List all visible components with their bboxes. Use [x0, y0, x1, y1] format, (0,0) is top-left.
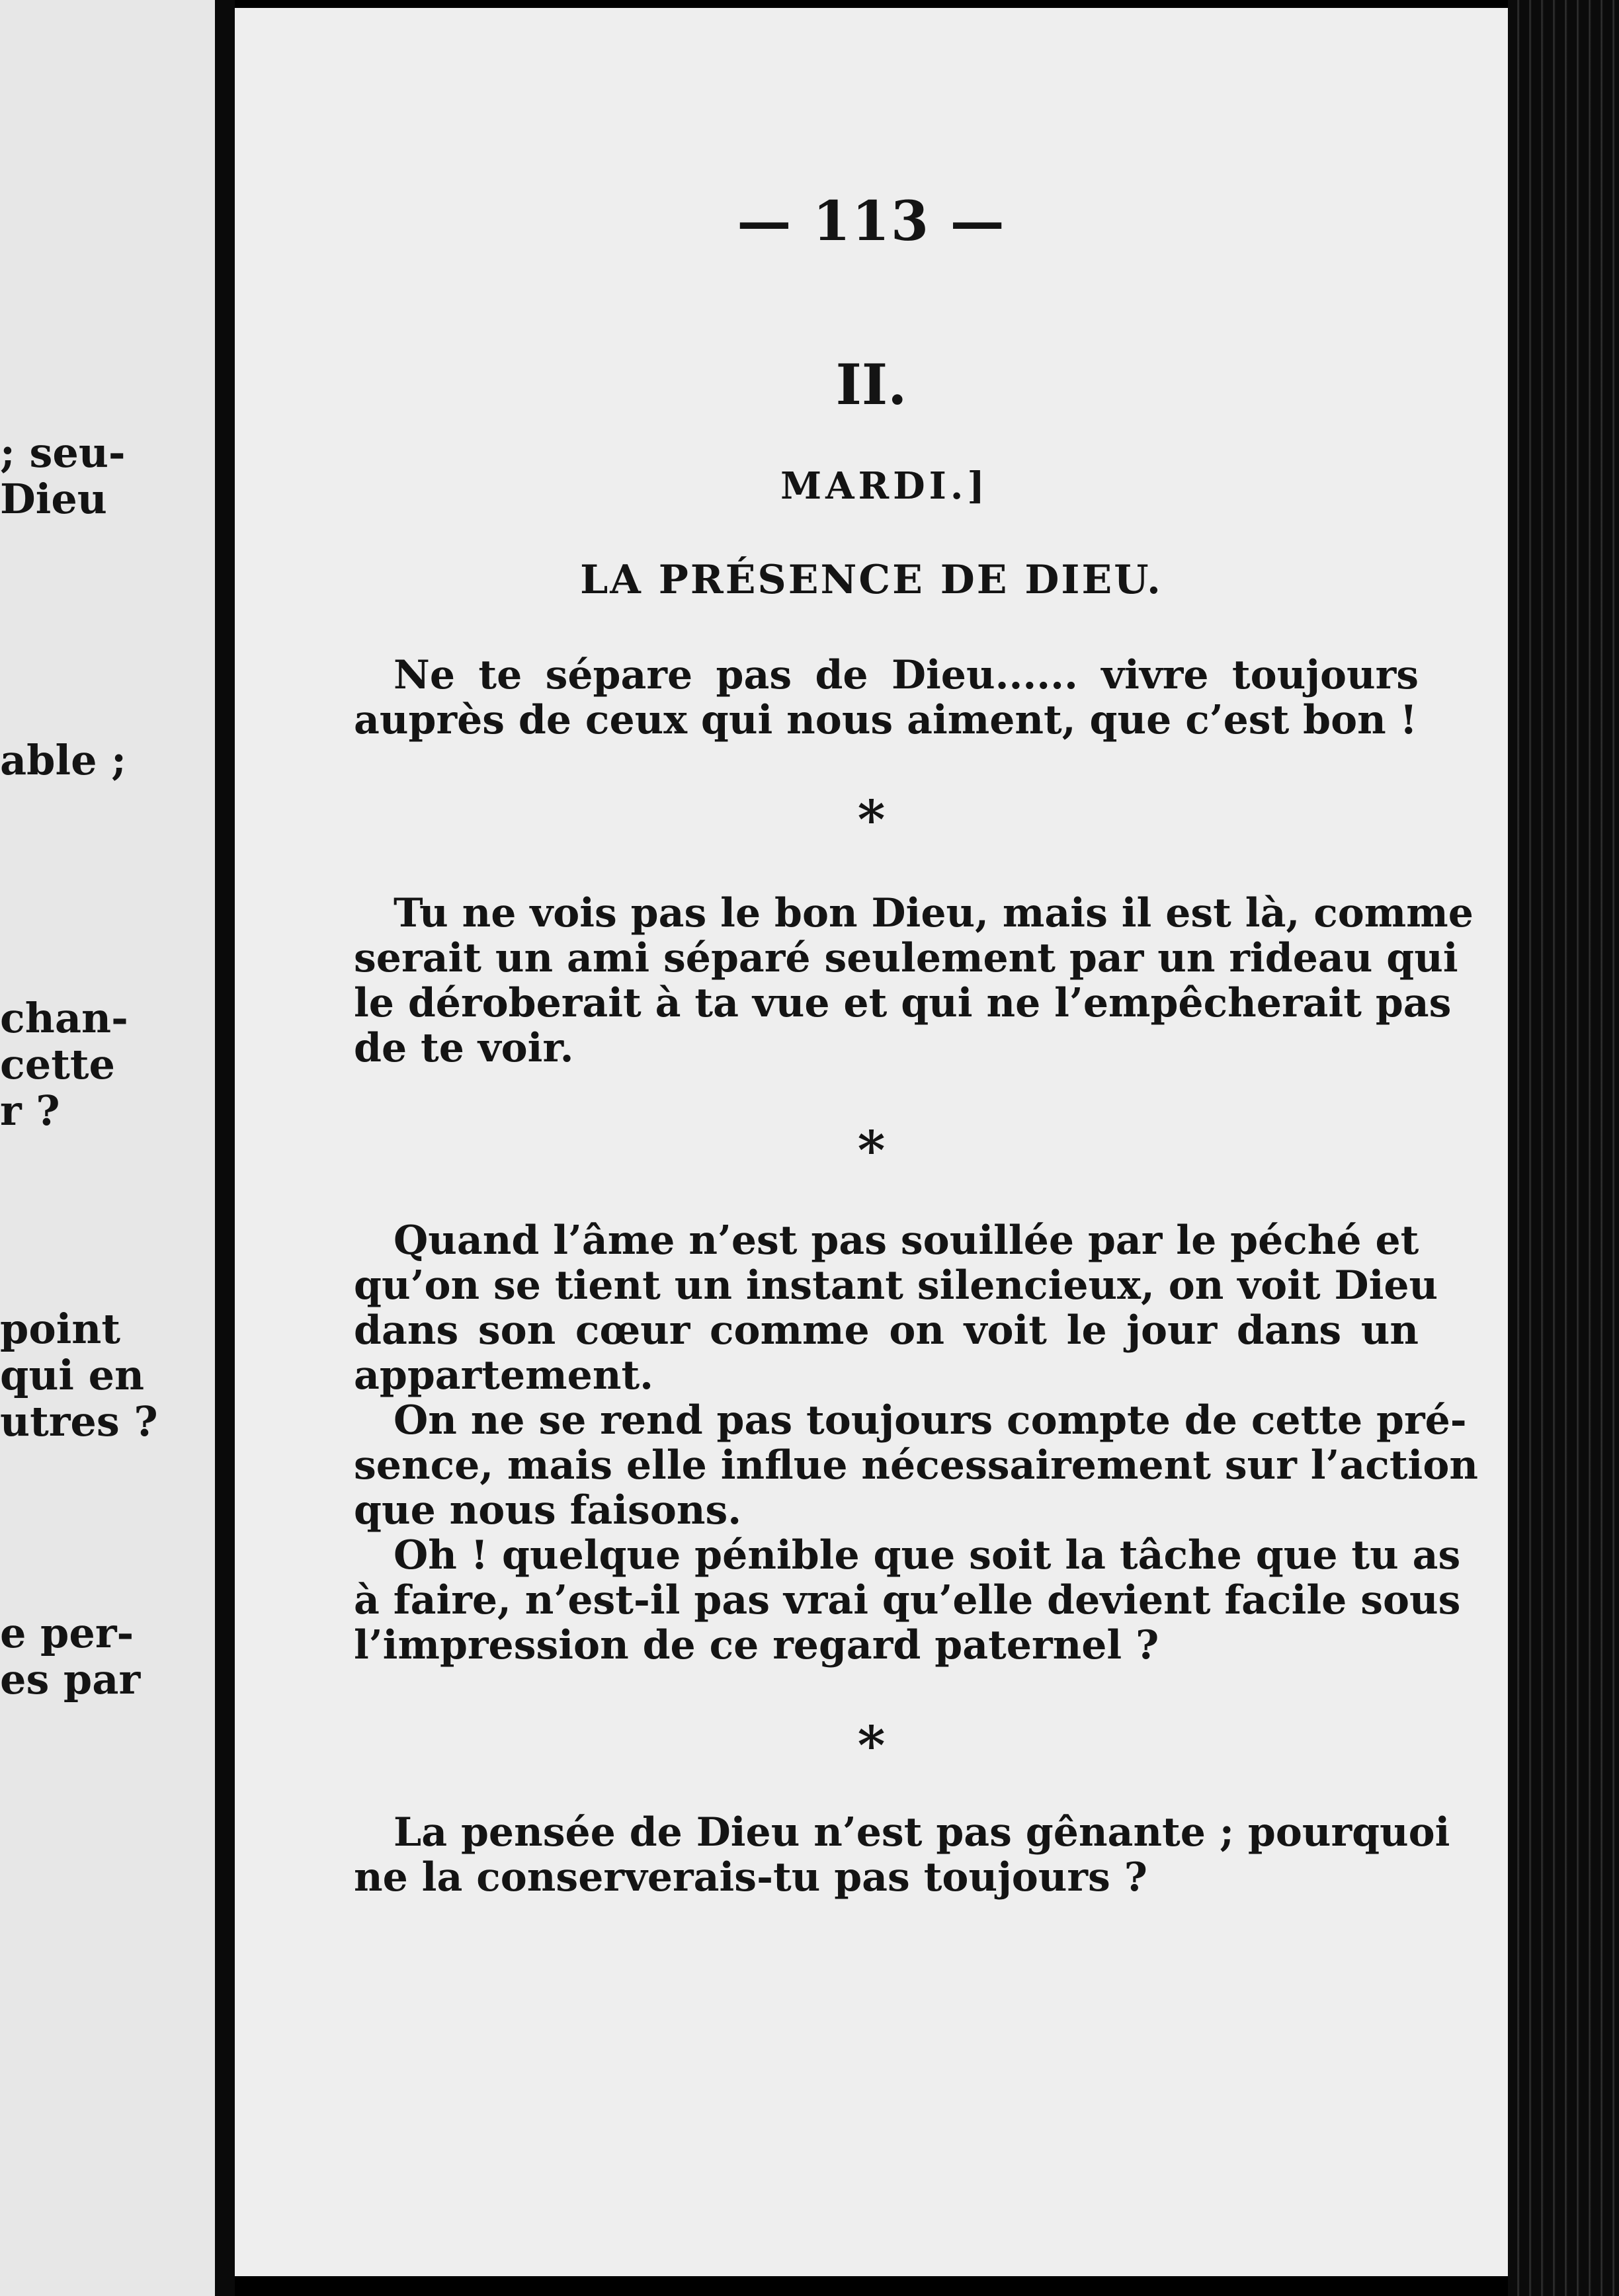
- text-line: sence, mais elle influe nécessairement sur l’action: [354, 1442, 1478, 1489]
- left-page-line: point: [0, 1305, 120, 1353]
- main-page: [235, 8, 1508, 2276]
- page-number: — 113 —: [737, 190, 1006, 253]
- text-line: qu’on se tient un instant silencieux, on voit Dieu: [354, 1262, 1438, 1309]
- chapter-number: II.: [835, 352, 907, 417]
- text-line: auprès de ceux qui nous aiment, que c’est bon !: [354, 697, 1417, 743]
- text-line: Ne te sépare pas de Dieu...... vivre toujours: [394, 652, 1419, 698]
- left-page-line: r ?: [0, 1086, 60, 1135]
- text-line: ne la conserverais-tu pas toujours ?: [354, 1854, 1147, 1901]
- text-line: appartement.: [354, 1352, 654, 1399]
- left-page-line: utres ?: [0, 1397, 158, 1446]
- paragraph: [354, 1809, 1450, 1901]
- book-gutter: [215, 0, 235, 2296]
- paragraph: [354, 653, 1419, 743]
- left-page-line: es par: [0, 1655, 141, 1703]
- left-page-line: Dieu: [0, 475, 107, 523]
- book-page-edges: [1508, 0, 1619, 2296]
- paragraph: [354, 890, 1474, 1071]
- text-line: de te voir.: [354, 1025, 574, 1071]
- text-line: Tu ne vois pas le bon Dieu, mais il est là, comme: [394, 890, 1474, 936]
- day-label: MARDI.]: [780, 464, 989, 508]
- text-line: Oh ! quelque pénible que soit la tâche que tu as: [394, 1532, 1461, 1578]
- left-page-line: e per-: [0, 1609, 134, 1657]
- text-line: l’impression de ce regard paternel ?: [354, 1622, 1159, 1668]
- left-page-line: ; seu-: [0, 429, 126, 477]
- left-page-line: qui en: [0, 1351, 145, 1399]
- left-page-line: cette: [0, 1040, 115, 1088]
- asterisk-separator: *: [857, 1714, 886, 1776]
- paragraph: [354, 1217, 1478, 1668]
- text-line: La pensée de Dieu n’est pas gênante ; pourquoi: [394, 1809, 1450, 1856]
- text-line: à faire, n’est-il pas vrai qu’elle devient facile sous: [354, 1577, 1461, 1623]
- left-page-fragment: [0, 0, 215, 2296]
- text-line: serait un ami séparé seulement par un rideau qui: [354, 935, 1458, 981]
- left-page-line: chan-: [0, 994, 128, 1042]
- asterisk-separator: *: [857, 1119, 886, 1181]
- text-line: le déroberait à ta vue et qui ne l’empêcherait pas: [354, 980, 1452, 1026]
- left-page-line: able ;: [0, 736, 126, 784]
- text-line: On ne se rend pas toujours compte de cette pré-: [394, 1397, 1467, 1444]
- text-line: dans son cœur comme on voit le jour dans un: [354, 1307, 1419, 1354]
- text-line: que nous faisons.: [354, 1487, 742, 1534]
- section-title: LA PRÉSENCE DE DIEU.: [580, 557, 1163, 603]
- asterisk-separator: *: [857, 788, 886, 850]
- text-line: Quand l’âme n’est pas souillée par le péché et: [394, 1217, 1419, 1264]
